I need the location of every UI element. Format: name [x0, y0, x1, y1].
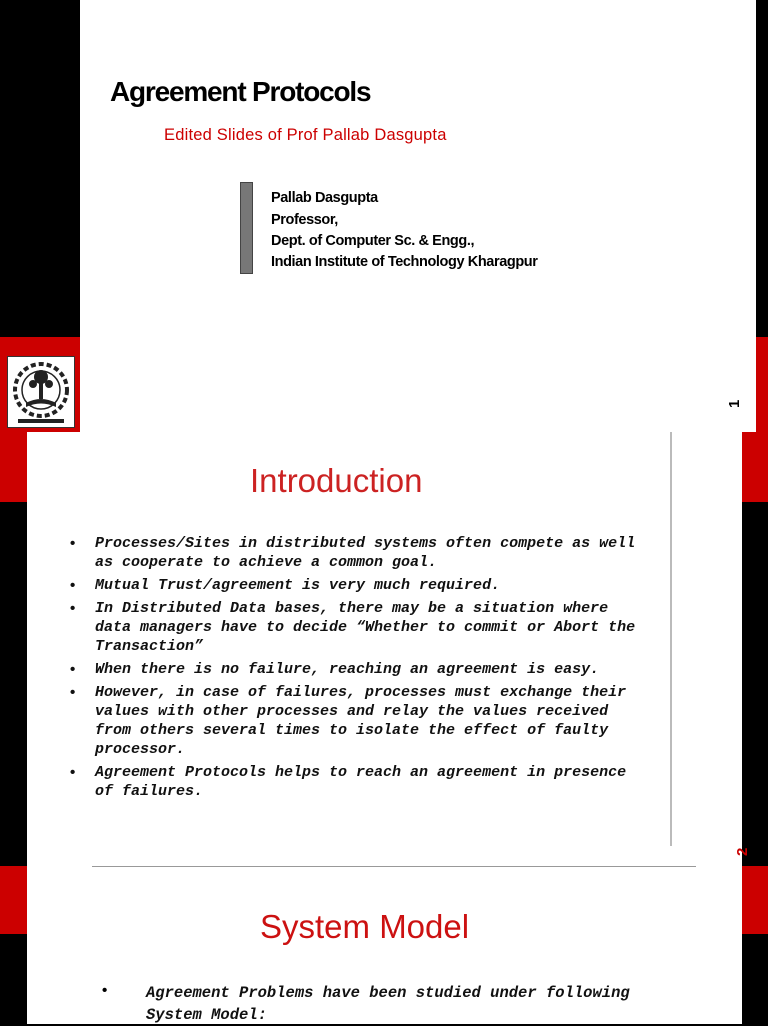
bullet-item: • When there is no failure, reaching an agreement is easy.: [70, 660, 650, 679]
slide-1-red-band-right: [756, 337, 768, 432]
author-accent-bar: [240, 182, 253, 274]
author-name: Pallab Dasgupta: [271, 190, 378, 206]
bullet-symbol: •: [102, 982, 108, 999]
bullet-item: • However, in case of failures, processes must exchange their values with other processes and relay the values received from others several times to isolate the effect of faulty processor.: [70, 683, 650, 759]
slide-2-bullet-list: [70, 534, 650, 805]
slide-3-red-band-left: [0, 866, 27, 934]
slide-1-subtitle: Edited Slides of Prof Pallab Dasgupta: [164, 126, 447, 144]
slide-1-content-area: [80, 0, 756, 432]
author-position: Professor,: [271, 212, 338, 228]
slide-3-black-band-right: [742, 934, 768, 1024]
bullet-item: • Mutual Trust/agreement is very much required.: [70, 576, 650, 595]
iit-kharagpur-logo-icon: [7, 356, 75, 428]
slide-2-red-band-left: [0, 432, 27, 502]
slide-1-title: Agreement Protocols: [110, 76, 371, 107]
author-institute: Indian Institute of Technology Kharagpur: [271, 254, 538, 270]
slide-2-vertical-rule: [670, 432, 672, 846]
slide-2-horizontal-rule: [92, 866, 696, 867]
slide-2-title: Introduction: [250, 462, 423, 499]
bullet-text: Agreement Problems have been studied under following System Model:: [146, 984, 630, 1024]
slide-2-red-band-right: [742, 432, 768, 502]
slide-3-red-band-right: [742, 866, 768, 934]
slide-3-title: System Model: [260, 908, 470, 945]
bullet-item: • Agreement Protocols helps to reach an agreement in presence of failures.: [70, 763, 650, 801]
slide-2-black-band-left: [0, 502, 27, 870]
slide-2-page-number: 2: [734, 847, 751, 856]
bullet-item: • Processes/Sites in distributed systems often compete as well as cooperate to achieve a common goal.: [70, 534, 650, 572]
author-department: Dept. of Computer Sc. & Engg.,: [271, 233, 475, 249]
bullet-item: • In Distributed Data bases, there may be a situation where data managers have to decide “Whether to commit or Abort the Transaction”: [70, 599, 650, 656]
slide-1-page-number: 1: [726, 399, 743, 408]
slide-3-black-band-left: [0, 934, 27, 1024]
